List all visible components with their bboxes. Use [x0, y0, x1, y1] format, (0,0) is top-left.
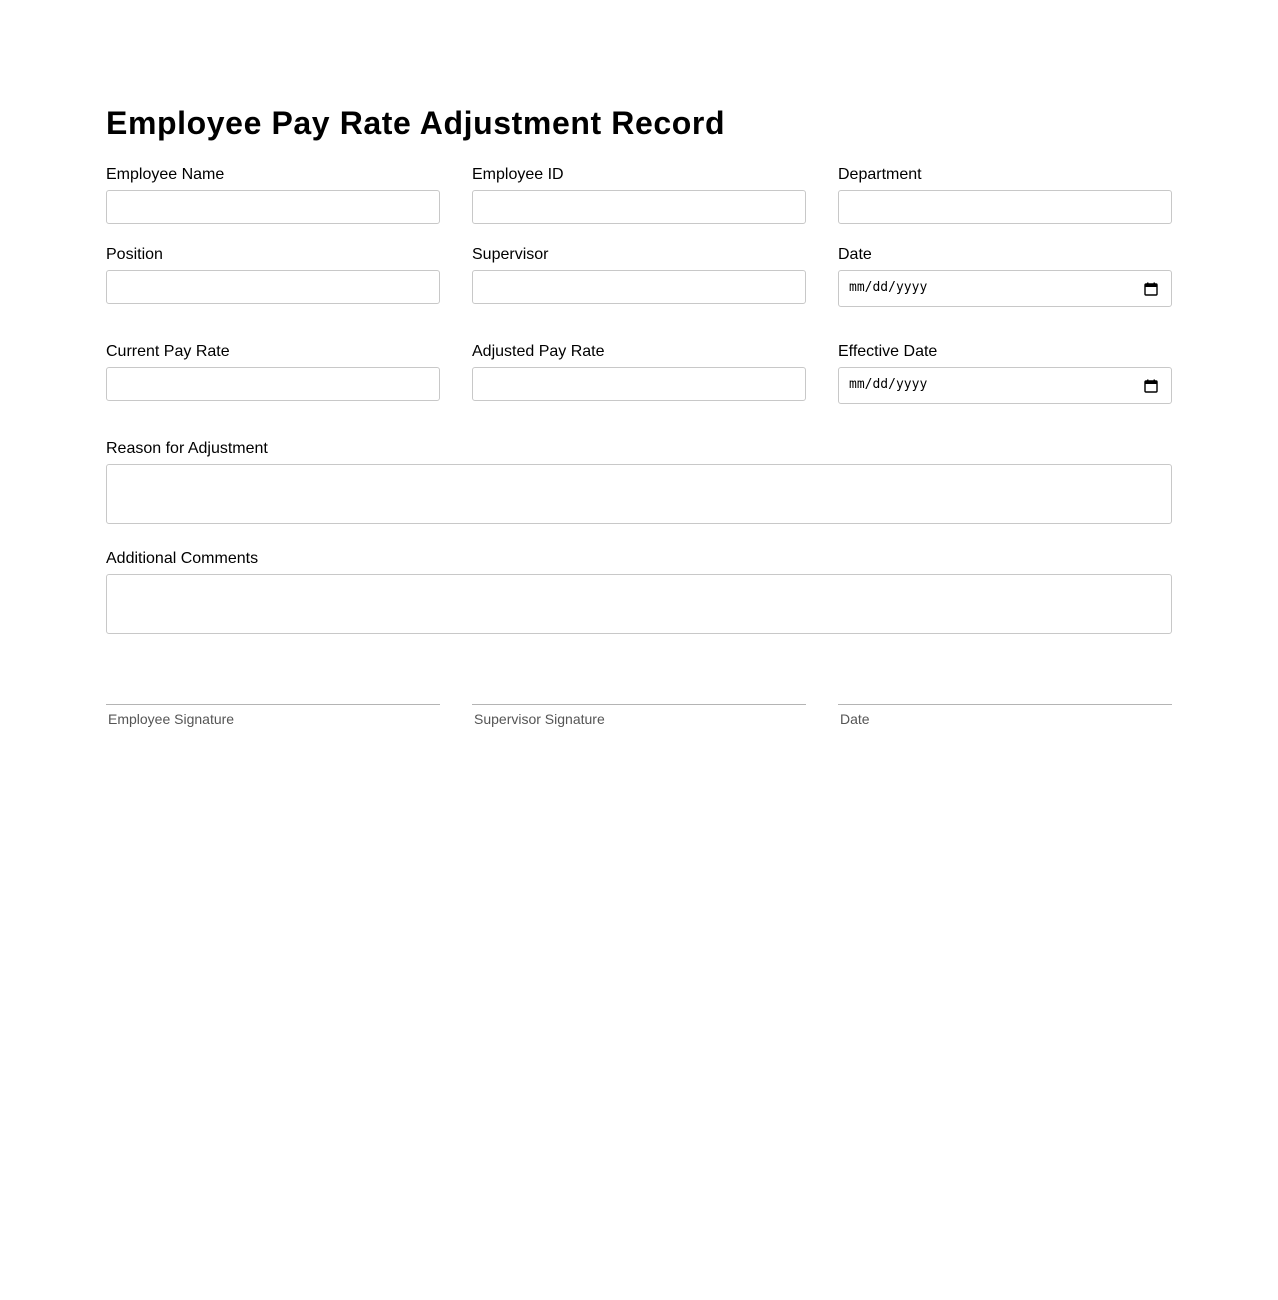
effective-date-placeholder: mm/dd/yyyy — [849, 377, 928, 392]
supervisor-label: Supervisor — [472, 246, 549, 263]
date-label: Date — [838, 246, 872, 263]
current-pay-rate-group — [106, 343, 440, 361]
employee-signature-line[interactable] — [106, 704, 440, 705]
employee-id-group — [472, 166, 806, 184]
effective-date-label: Effective Date — [838, 343, 938, 360]
employee-name-group — [106, 166, 440, 184]
signature-date-line[interactable] — [838, 704, 1172, 705]
position-label: Position — [106, 246, 163, 263]
effective-date-group — [838, 343, 1172, 392]
department-input[interactable] — [838, 190, 1172, 224]
current-pay-rate-input[interactable] — [106, 367, 440, 401]
supervisor-signature-line[interactable] — [472, 704, 806, 705]
comments-textarea[interactable] — [106, 574, 1172, 634]
adjusted-pay-rate-group — [472, 343, 806, 361]
effective-date-input[interactable] — [838, 367, 1172, 404]
date-placeholder: mm/dd/yyyy — [849, 280, 928, 295]
comments-group — [106, 550, 1172, 568]
signature-date-label: Date — [840, 711, 870, 727]
calendar-icon[interactable] — [1144, 282, 1158, 296]
calendar-icon[interactable] — [1144, 379, 1158, 393]
department-label: Department — [838, 166, 922, 183]
adjusted-pay-rate-input[interactable] — [472, 367, 806, 401]
employee-signature-label: Employee Signature — [108, 711, 235, 727]
position-input[interactable] — [106, 270, 440, 304]
department-group — [838, 166, 1172, 184]
position-group — [106, 246, 440, 264]
reason-textarea[interactable] — [106, 464, 1172, 524]
supervisor-signature-label: Supervisor Signature — [474, 711, 605, 727]
date-input[interactable] — [838, 270, 1172, 307]
supervisor-group — [472, 246, 806, 264]
date-group — [838, 246, 1172, 295]
employee-id-label: Employee ID — [472, 166, 564, 183]
page-title: Employee Pay Rate Adjustment Record — [106, 105, 726, 141]
reason-label: Reason for Adjustment — [106, 440, 268, 457]
employee-name-label: Employee Name — [106, 166, 225, 183]
reason-group — [106, 440, 1172, 458]
employee-name-input[interactable] — [106, 190, 440, 224]
comments-label: Additional Comments — [106, 550, 259, 567]
adjusted-pay-rate-label: Adjusted Pay Rate — [472, 343, 605, 360]
employee-id-input[interactable] — [472, 190, 806, 224]
supervisor-input[interactable] — [472, 270, 806, 304]
current-pay-rate-label: Current Pay Rate — [106, 343, 230, 360]
